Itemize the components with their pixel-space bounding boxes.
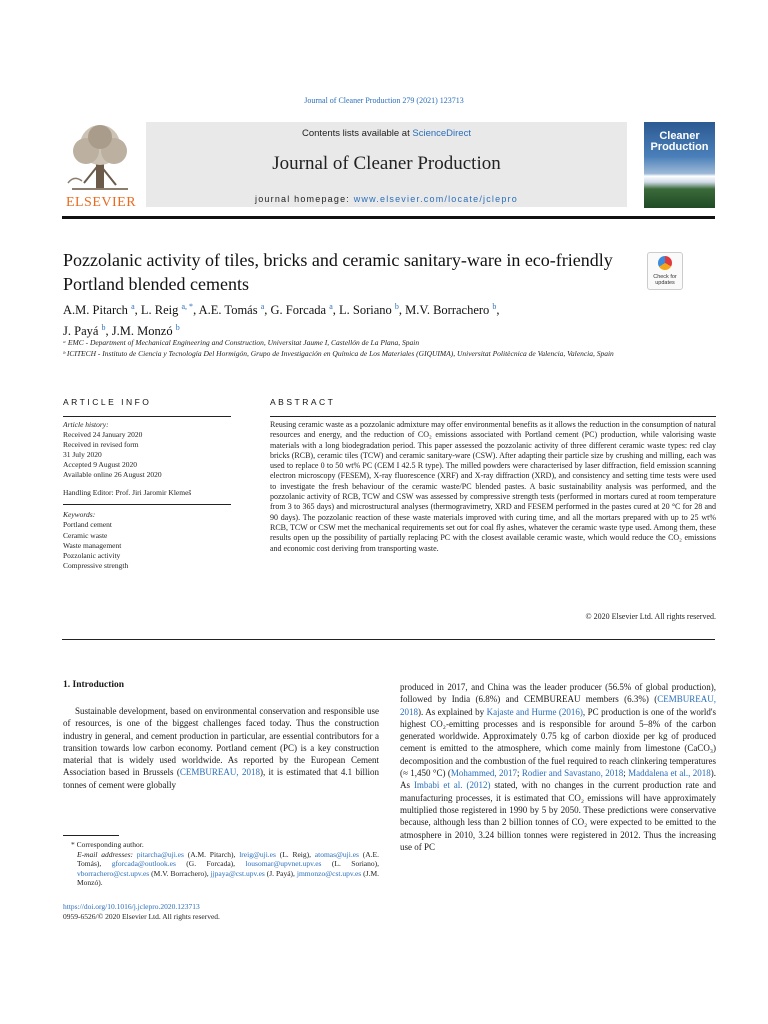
author-affiliation-marker[interactable]: a (131, 302, 135, 311)
email-owner: (L. Soriano), (321, 859, 379, 869)
keyword: Ceramic waste (63, 530, 108, 540)
citation-link[interactable]: Mohammed, 2017 (450, 768, 518, 779)
keyword: Pozzolanic activity (63, 551, 121, 561)
author-name: A.M. Pitarch (63, 303, 128, 318)
keyword: Compressive strength (63, 561, 129, 571)
author-name: A.E. Tomás (198, 303, 258, 318)
journal-name: Journal of Cleaner Production (272, 153, 501, 174)
abstract-heading: ABSTRACT (270, 397, 336, 407)
author-affiliation-marker[interactable]: a (260, 302, 265, 311)
author-name: L. Reig (140, 303, 179, 318)
citation-link[interactable]: CEMBUREAU, 2018 (179, 767, 260, 778)
affiliations (63, 338, 663, 360)
footnotes (63, 840, 379, 888)
author[interactable] (63, 303, 135, 317)
history-item: Accepted 9 August 2020 (63, 460, 137, 469)
author-affiliation-marker[interactable]: a, * (181, 302, 194, 311)
history-label: Article history: (63, 420, 109, 429)
author-affiliation-marker[interactable]: b (394, 302, 399, 311)
elsevier-wordmark: ELSEVIER (65, 195, 137, 210)
cover-title (644, 131, 715, 153)
author[interactable] (112, 324, 180, 338)
section-heading-introduction: 1. Introduction (63, 680, 125, 690)
author[interactable] (405, 303, 496, 317)
email-link[interactable]: atomas@uji.es (314, 849, 359, 859)
check-for-updates-badge[interactable] (647, 252, 683, 290)
doi-block (63, 902, 379, 921)
author[interactable] (63, 324, 106, 338)
paragraph-text: , PC production is one of the world's highest CO₂-emitting processes and is responsible for around 5–8% of the carbon generated worldwide. Approximately 0.75 kg of carbon dioxide per kg of produced cement is emitted to the atmosphere, which come mainly from limestone (CaCO₃) decomposition and the combustion of the fuel required to reach clinkering temperatures (≈ 1,450 °C) ( (400, 706, 716, 779)
body-column-right (400, 681, 716, 853)
author-list: A.M. Pitarch $^a$, L. Reig $^{a, *}$, A.E. Tomás $^a$, G. Forcada $^a$, L. Soriano $^b$, M.V. Borrachero $^b$, J. Payá $^b$, J.M. Monzó $^b$ (63, 302, 500, 339)
elsevier-tree-icon (62, 123, 140, 195)
header-divider (62, 216, 715, 219)
author[interactable] (199, 303, 265, 317)
keyword: Portland cement (63, 520, 112, 530)
keywords (63, 510, 231, 572)
affiliation-a: ᵃ EMC - Department of Mechanical Engineering and Construction, Universitat Jaume I, Castellón de La Plana, Spain (63, 338, 420, 347)
email-owner: (J. Payá), (264, 868, 297, 878)
email-link[interactable]: lreig@uji.es (239, 849, 276, 859)
crossmark-label (648, 274, 682, 286)
body-column-left (63, 705, 379, 791)
keyword: Waste management (63, 540, 122, 550)
paragraph-text: stated, with no changes in the current production rate and manufacturing processes, it is estimated that CO₂ emissions will have approximately multiplied those registered in 1990 by 5 by 2050. These predictions were conservative because, although less than 2 billion tonnes of CO₂ were expected to be emitted to the atmosphere in 2010, 3.24 billion tonnes were registered in 2012. Thus the increasing use of PC (400, 780, 716, 852)
journal-header (62, 120, 715, 212)
front-matter-divider (62, 639, 715, 640)
homepage-prefix: journal homepage: (255, 194, 354, 204)
author-name: G. Forcada (270, 303, 327, 318)
homepage-link[interactable]: www.elsevier.com/locate/jclepro (353, 194, 518, 204)
affiliation-b: ᵇ ICITECH - Instituto de Ciencia y Tecnología Del Hormigón, Grupo de Investigación en Química de Los Materiales (GIQUIMA), Universitat Politècnica de Valencia, Valencia, Spain (63, 349, 614, 358)
abstract-text: Reusing ceramic waste as a pozzolanic admixture may offer environmental benefits as it allows the reduction in the consumption of natural resources and energy, and the reduction of CO₂ emissions associated with Portland cement (PC) production, while valorising waste materials with a long biodegradation period. This paper assessed the pozzolanic activity of three different ceramic waste types: red clay bricks (RCB), ceramic tiles (TCW) and ceramic sanitary-ware (CSW). After adapting their particle size by crushing and milling, each was used to replace 0 to 50 wt% PC (CEM I 42.5 R type). The milled powders were characterised by laser diffraction, field emission scanning electron microscopy (FESEM), X-ray fluorescence (XRF) and X-ray diffraction (XRD), and consistency and setting time tests were used to investigate the fresh behaviour of the ceramic waste/PC blended pastes. A basic sustainability analysis was performed, and the pozzolanic activity of RCB, TCW and CSW was assessed by compressive strength tests (performed in mortars cured at room temperature from 3 to 365 days) and microstructural analyses (thermogravimetry, XRD and FESEM performed in the pastes cured at 20 °C for 28 and 90 days). The pozzolanic reaction of these waste materials improved with curing time, and all the mortars prepared with up to 25 wt% RCB, TCW or CSW met the mechanical requirements set out for coal fly ashes, whatever the ceramic waste type used. Among them, these results open up the possibility of partially replacing PC with the closest available ceramic waste, which would reduce the CO₂ emissions and economic cost deriving from transporting waste. (270, 420, 716, 553)
author[interactable] (141, 303, 193, 317)
citation-link[interactable]: Maddalena et al., 2018 (628, 768, 711, 779)
author-name: L. Soriano (339, 303, 392, 318)
author-name: M.V. Borrachero (405, 303, 490, 318)
email-owner: (J.M. Monzó). (77, 868, 379, 888)
paragraph-text: produced in 2017, and China was the leader producer (56.5% of global production), followed by India (6.8%) and CEMBUREAU members (6.3%) ( (400, 682, 716, 705)
paragraph-text: ), it is estimated that 4.1 billion tonnes of cement were globally (63, 767, 379, 790)
citation-link[interactable]: Imbabi et al. (2012) (413, 780, 491, 791)
author-name: J.M. Monzó (111, 324, 173, 339)
crossmark-label-1: Check for (653, 274, 677, 280)
email-link[interactable]: vborrachero@cst.upv.es (77, 868, 150, 878)
sciencedirect-link[interactable]: ScienceDirect (412, 128, 471, 139)
doi-link[interactable]: https://doi.org/10.1016/j.jclepro.2020.123713 (63, 902, 200, 911)
email-owner: (A.E. Tomás), (77, 849, 380, 869)
paragraph-text: ). As explained by (418, 706, 487, 717)
author-affiliation-marker[interactable]: a (329, 302, 333, 311)
journal-cover-image[interactable] (644, 122, 715, 208)
citation-link[interactable]: Journal of Cleaner Production 279 (2021) 123713 (304, 96, 464, 105)
email-link[interactable]: jmmonzo@cst.upv.es (296, 868, 362, 878)
crossmark-icon (658, 256, 672, 270)
email-owner: (L. Reig), (275, 849, 315, 859)
keywords-divider (63, 504, 231, 505)
cover-title-line-1: Cleaner (659, 130, 700, 142)
journal-banner (146, 122, 627, 207)
citation-separator: ; (517, 768, 522, 779)
author[interactable] (339, 303, 399, 317)
paragraph-text: Sustainable development, based on environmental conservation and responsible use of resources, is one of the biggest challenges faced today. Thus the construction industry in general, and cement production in particular, are essential contributors for a transition towards low carbon economy. Portland cement (PC) is a key construction material that is widely used worldwide. As reported by the European Cement Association based in Brussels ( (63, 706, 379, 778)
article-info-divider (63, 416, 231, 417)
homepage-line (146, 194, 627, 204)
citation-separator: ; (623, 768, 629, 779)
article-history (63, 420, 231, 480)
crossmark-label-2: updates (655, 280, 675, 286)
email-link[interactable]: pitarcha@uji.es (136, 849, 184, 859)
author-affiliation-marker[interactable]: b (101, 323, 106, 333)
email-label: E-mail addresses: (77, 849, 137, 859)
paragraph-text: ). As (400, 768, 716, 791)
email-owner: (G. Forcada), (175, 859, 246, 869)
citation-link[interactable]: Rodier and Savastano, 2018 (521, 768, 624, 779)
cover-title-line-2: Production (650, 141, 709, 153)
history-item: Received in revised form (63, 440, 139, 449)
author-name: J. Payá (63, 324, 99, 339)
article-title: Pozzolanic activity of tiles, bricks and ceramic sanitary-ware in eco-friendly Portland blended cements (63, 250, 613, 294)
history-item: Received 24 January 2020 (63, 430, 143, 439)
abstract-copyright: © 2020 Elsevier Ltd. All rights reserved. (585, 612, 716, 621)
email-owner: (A.M. Pitarch), (183, 849, 240, 859)
citation-link[interactable]: CEMBUREAU, 2018 (400, 694, 716, 717)
email-addresses (63, 850, 379, 888)
footnote-divider (63, 835, 119, 836)
citation-link[interactable]: Kajaste and Hurme (2016) (486, 706, 583, 717)
email-link[interactable]: gforcada@outlook.es (111, 859, 176, 869)
article-info-heading: ARTICLE INFO (63, 397, 152, 407)
email-link[interactable]: jjpaya@cst.upv.es (210, 868, 265, 878)
email-link[interactable]: lousomar@upvnet.upv.es (245, 859, 322, 869)
author[interactable] (271, 303, 333, 317)
abstract-divider (270, 416, 716, 417)
elsevier-logo[interactable] (62, 123, 140, 211)
keywords-label: Keywords: (63, 510, 96, 519)
contents-prefix: Contents lists available at (302, 128, 413, 139)
history-item: 31 July 2020 (63, 450, 102, 459)
author-affiliation-marker[interactable]: b (492, 302, 497, 311)
email-owner: (M.V. Borrachero), (149, 868, 211, 878)
issn-line: 0959-6526/© 2020 Elsevier Ltd. All rights reserved. (63, 911, 220, 921)
contents-line (146, 128, 627, 139)
corresponding-author-note: * Corresponding author. (71, 840, 144, 849)
history-item: Available online 26 August 2020 (63, 470, 162, 479)
handling-editor: Handling Editor: Prof. Jiri Jaromir Klemeš (63, 488, 192, 497)
author-affiliation-marker[interactable]: b (175, 323, 180, 333)
